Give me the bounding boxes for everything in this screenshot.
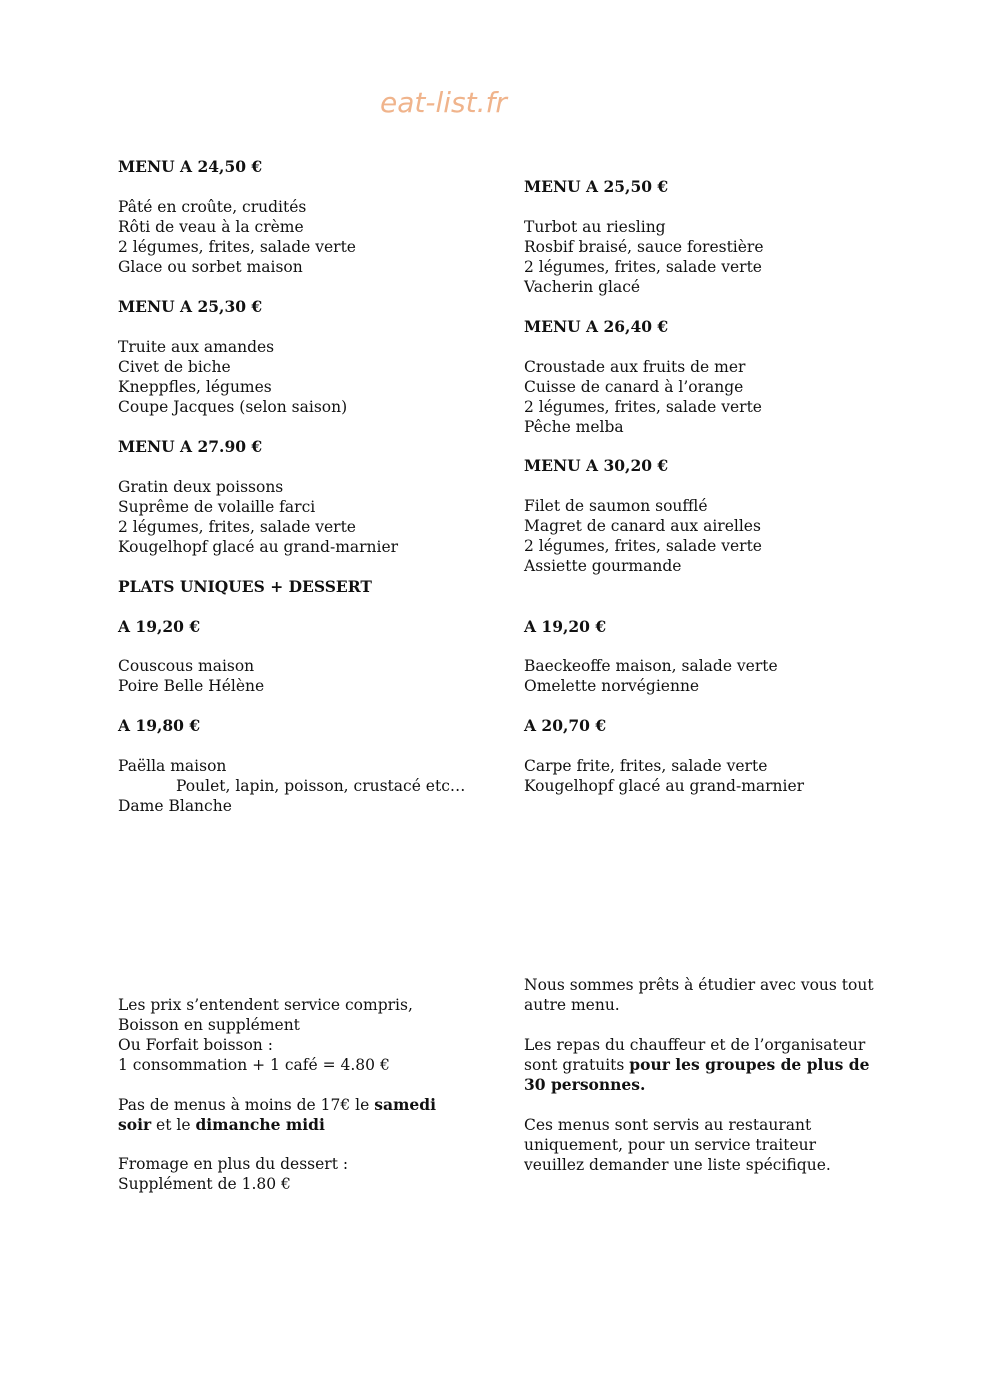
plat-title: A 19,80 € <box>118 716 201 735</box>
note-bold: dimanche midi <box>195 1115 325 1134</box>
menu-title: MENU A 25,30 € <box>118 297 263 316</box>
menu-item: Truite aux amandes <box>118 338 275 356</box>
menu-title: MENU A 27.90 € <box>118 437 263 456</box>
plat-item: Dame Blanche <box>118 797 232 815</box>
watermark-logo: eat-list.fr <box>380 86 507 119</box>
plat-title: A 19,20 € <box>524 617 607 636</box>
menu-item: Gratin deux poissons <box>118 478 284 496</box>
note-text: Pas de menus à moins de 17€ le <box>118 1096 375 1114</box>
menu-item: 2 légumes, frites, salade verte <box>524 398 762 416</box>
note-bold: samedi <box>374 1095 436 1114</box>
note-line: uniquement, pour un service traiteur <box>524 1136 817 1154</box>
menu-item: 2 légumes, frites, salade verte <box>118 238 356 256</box>
menu-item: Assiette gourmande <box>524 557 682 575</box>
menu-item: 2 légumes, frites, salade verte <box>524 258 762 276</box>
plat-item: Kougelhopf glacé au grand-marnier <box>524 777 805 795</box>
note-line <box>118 1115 325 1135</box>
menu-item: Cuisse de canard à l’orange <box>524 378 744 396</box>
note-line: Nous sommes prêts à étudier avec vous tout <box>524 976 874 994</box>
menu-item: Vacherin glacé <box>524 278 641 296</box>
note-line: Ou Forfait boisson : <box>118 1036 273 1054</box>
menu-title: MENU A 26,40 € <box>524 317 669 336</box>
menu-item: Rosbif braisé, sauce forestière <box>524 238 764 256</box>
note-line: autre menu. <box>524 996 620 1014</box>
note-line: Boisson en supplément <box>118 1016 300 1034</box>
plat-item: Baeckeoffe maison, salade verte <box>524 657 778 675</box>
plat-item: Paëlla maison <box>118 757 227 775</box>
plat-item: Omelette norvégienne <box>524 677 700 695</box>
note-line: Les prix s’entendent service compris, <box>118 996 413 1014</box>
menu-item: Suprême de volaille farci <box>118 498 316 516</box>
menu-item: Pêche melba <box>524 418 624 436</box>
plats-uniques-heading: PLATS UNIQUES + DESSERT <box>118 577 372 596</box>
note-bold: soir <box>118 1115 152 1134</box>
plat-item: Carpe frite, frites, salade verte <box>524 757 768 775</box>
note-bold: pour les groupes de plus de <box>629 1055 870 1074</box>
menu-item: Civet de biche <box>118 358 231 376</box>
plat-title: A 20,70 € <box>524 716 607 735</box>
menu-item: Filet de saumon soufflé <box>524 497 708 515</box>
menu-item: 2 légumes, frites, salade verte <box>118 518 356 536</box>
note-text: sont gratuits <box>524 1056 630 1074</box>
note-line <box>524 1055 870 1075</box>
note-line: Fromage en plus du dessert : <box>118 1155 349 1173</box>
menu-item: Turbot au riesling <box>524 218 666 236</box>
note-line: 1 consommation + 1 café = 4.80 € <box>118 1056 390 1074</box>
menu-title: MENU A 30,20 € <box>524 456 669 475</box>
menu-item: Kneppfles, légumes <box>118 378 272 396</box>
note-text: et le <box>151 1116 196 1134</box>
menu-item: Pâté en croûte, crudités <box>118 198 307 216</box>
menu-item: Rôti de veau à la crème <box>118 218 304 236</box>
menu-item: Coupe Jacques (selon saison) <box>118 398 348 416</box>
note-line <box>118 1095 436 1115</box>
note-line: Supplément de 1.80 € <box>118 1175 291 1193</box>
menu-item: Magret de canard aux airelles <box>524 517 761 535</box>
note-line: Les repas du chauffeur et de l’organisateur <box>524 1036 866 1054</box>
note-line: Ces menus sont servis au restaurant <box>524 1116 812 1134</box>
note-line: veuillez demander une liste spécifique. <box>524 1156 831 1174</box>
plat-item-detail: Poulet, lapin, poisson, crustacé etc… <box>176 777 466 795</box>
menu-item: Croustade aux fruits de mer <box>524 358 746 376</box>
menu-item: Glace ou sorbet maison <box>118 258 303 276</box>
plat-title: A 19,20 € <box>118 617 201 636</box>
note-line: 30 personnes. <box>524 1075 646 1094</box>
plat-item: Couscous maison <box>118 657 255 675</box>
plat-item: Poire Belle Hélène <box>118 677 265 695</box>
menu-title: MENU A 24,50 € <box>118 157 263 176</box>
menu-item: 2 légumes, frites, salade verte <box>524 537 762 555</box>
menu-item: Kougelhopf glacé au grand-marnier <box>118 538 399 556</box>
menu-title: MENU A 25,50 € <box>524 177 669 196</box>
